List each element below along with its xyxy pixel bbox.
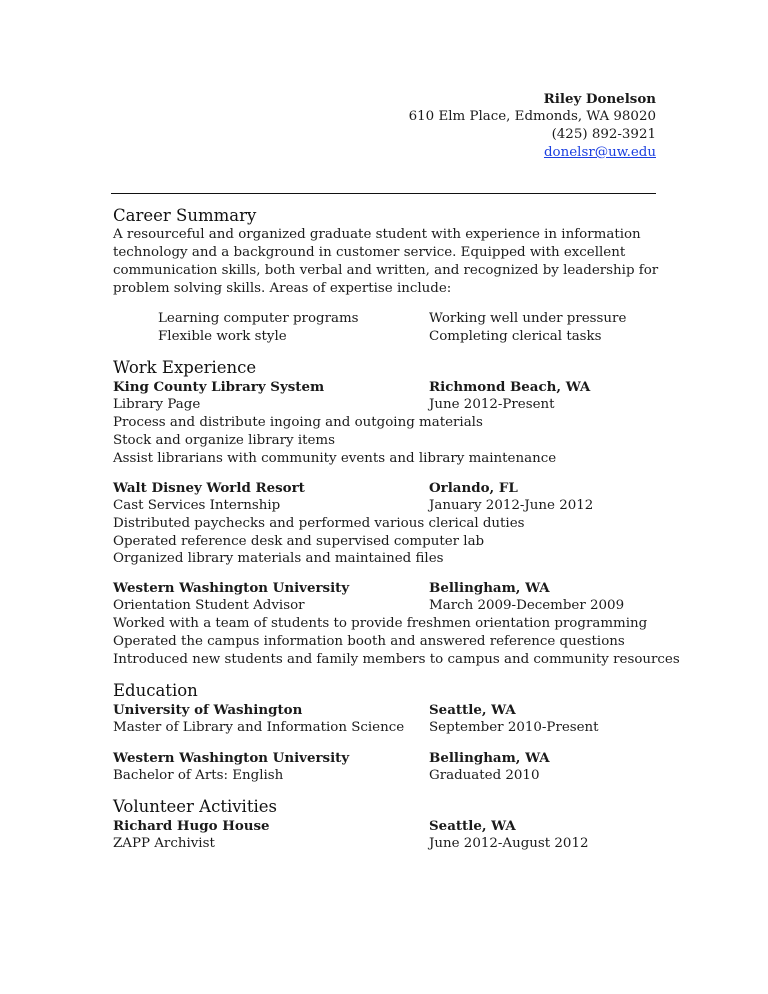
job-duty: Worked with a team of students to provide freshmen orientation programming <box>113 616 648 631</box>
applicant-phone: (425) 892-3921 <box>551 127 656 142</box>
summary-line: technology and a background in customer service. Equipped with excellent <box>113 245 626 260</box>
job-duty: Organized library materials and maintained files <box>113 551 444 566</box>
job-duty: Stock and organize library items <box>113 433 335 448</box>
expertise-item: Completing clerical tasks <box>429 329 602 344</box>
volunteer-organization: Richard Hugo House <box>113 818 270 834</box>
job-organization: King County Library System <box>113 379 325 395</box>
expertise-item: Working well under pressure <box>429 311 627 326</box>
degree-dates: September 2010-Present <box>429 720 599 735</box>
school-name: Western Washington University <box>113 750 350 766</box>
job-dates: June 2012-Present <box>429 397 555 412</box>
volunteer-role: ZAPP Archivist <box>113 836 215 851</box>
summary-line: A resourceful and organized graduate student with experience in information <box>113 227 641 242</box>
degree-dates: Graduated 2010 <box>429 768 540 783</box>
applicant-name: Riley Donelson <box>543 91 656 107</box>
job-location: Bellingham, WA <box>429 580 550 596</box>
job-duty: Process and distribute ingoing and outgoing materials <box>113 415 483 430</box>
job-title: Cast Services Internship <box>113 498 281 513</box>
school-location: Bellingham, WA <box>429 750 550 766</box>
volunteer-location: Seattle, WA <box>429 818 516 834</box>
job-location: Richmond Beach, WA <box>429 379 591 395</box>
expertise-item: Learning computer programs <box>158 311 359 326</box>
degree: Master of Library and Information Science <box>113 720 405 735</box>
volunteer-heading: Volunteer Activities <box>113 797 277 816</box>
job-dates: March 2009-December 2009 <box>429 598 625 613</box>
job-title: Library Page <box>113 397 201 412</box>
career-summary-heading: Career Summary <box>113 206 257 225</box>
job-location: Orlando, FL <box>429 480 518 496</box>
volunteer-dates: June 2012-August 2012 <box>429 836 589 851</box>
job-duty: Operated reference desk and supervised computer lab <box>113 534 485 549</box>
school-name: University of Washington <box>113 702 303 718</box>
applicant-address: 610 Elm Place, Edmonds, WA 98020 <box>408 109 656 124</box>
education-heading: Education <box>113 681 198 700</box>
job-duty: Assist librarians with community events and library maintenance <box>113 451 557 466</box>
job-title: Orientation Student Advisor <box>113 598 305 613</box>
work-experience-heading: Work Experience <box>113 358 257 377</box>
header-divider <box>111 193 656 194</box>
degree: Bachelor of Arts: English <box>113 768 284 783</box>
summary-line: problem solving skills. Areas of expertise include: <box>113 281 452 296</box>
applicant-email-link[interactable]: donelsr@uw.edu <box>543 145 656 160</box>
summary-line: communication skills, both verbal and written, and recognized by leadership for <box>113 263 659 278</box>
job-duty: Operated the campus information booth and answered reference questions <box>113 634 625 649</box>
job-organization: Walt Disney World Resort <box>113 480 305 496</box>
job-organization: Western Washington University <box>113 580 350 596</box>
job-duty: Distributed paychecks and performed various clerical duties <box>113 516 525 531</box>
school-location: Seattle, WA <box>429 702 516 718</box>
job-duty: Introduced new students and family members to campus and community resources <box>113 652 680 667</box>
expertise-item: Flexible work style <box>158 329 287 344</box>
job-dates: January 2012-June 2012 <box>429 498 594 513</box>
